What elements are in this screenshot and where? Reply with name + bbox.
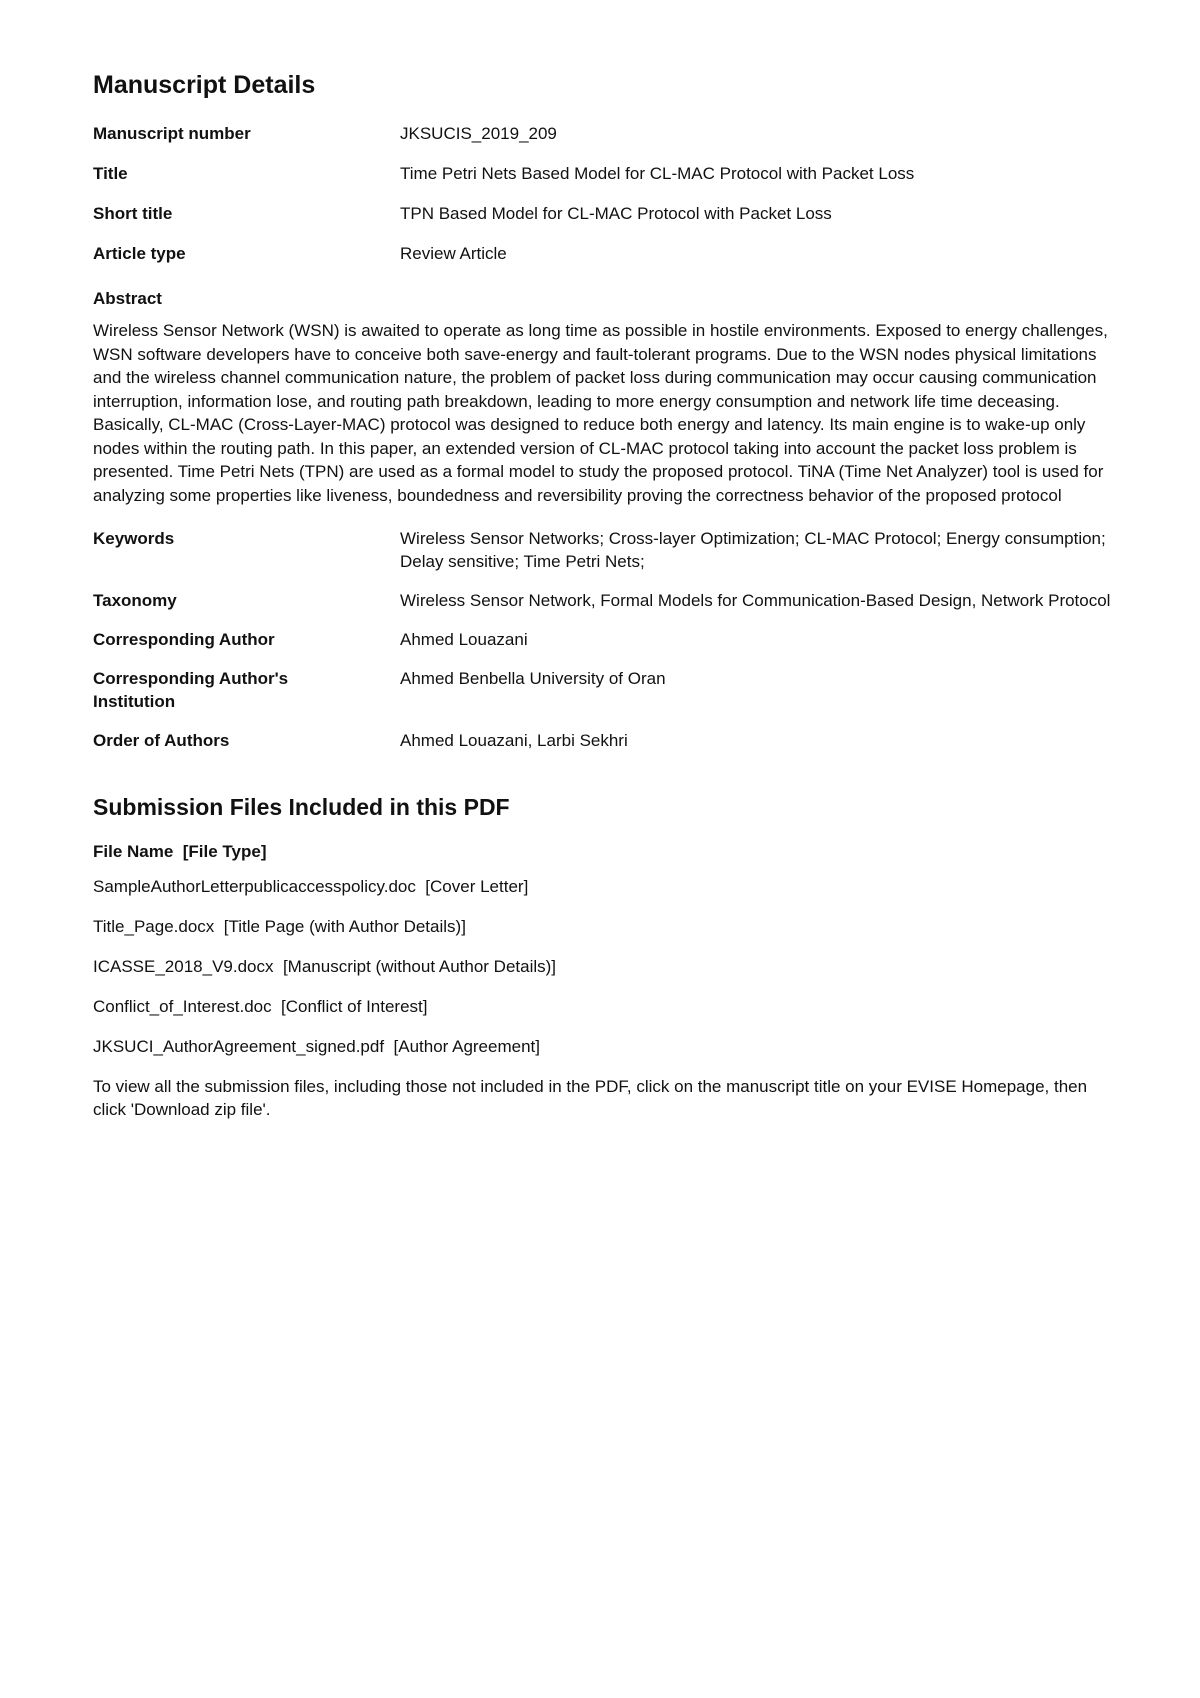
field-order-of-authors (93, 729, 1123, 752)
field-article-type (93, 242, 1123, 265)
field-manuscript-number (93, 122, 1123, 145)
field-institution (93, 667, 1123, 713)
field-label: Manuscript number (93, 124, 251, 143)
abstract-label: Abstract (93, 289, 162, 308)
field-value: TPN Based Model for CL-MAC Protocol with Packet Loss (400, 204, 832, 223)
file-item: JKSUCI_AuthorAgreement_signed.pdf [Author Agreement] (93, 1036, 540, 1056)
field-label: Corresponding Author's Institution (93, 669, 289, 711)
details-list (93, 122, 1123, 265)
field-label: Article type (93, 244, 186, 263)
field-value: Ahmed Louazani, Larbi Sekhri (400, 731, 628, 750)
field-value: Ahmed Benbella University of Oran (400, 669, 666, 688)
field-title (93, 162, 1123, 185)
field-value: Ahmed Louazani (400, 630, 528, 649)
file-item: Conflict_of_Interest.doc [Conflict of Interest] (93, 996, 428, 1016)
field-keywords (93, 527, 1123, 573)
file-item: Title_Page.docx [Title Page (with Author Details)] (93, 916, 466, 936)
abstract-text: Wireless Sensor Network (WSN) is awaited to operate as long time as possible in hostile environments. Exposed to energy challenges, WSN software developers have to conceive both save-energy and fault-tolerant programs. Due to the WSN nodes physical limitations and the wireless channel communication nature, the problem of packet loss during communication may occur causing communication interruption, information lose, and routing path breakdown, leading to more energy consumption and network life time deceasing. Basically, CL-MAC (Cross-Layer-MAC) protocol was designed to reduce both energy and latency. Its main engine is to wake-up only nodes within the routing path. In this paper, an extended version of CL-MAC protocol taking into account the packet loss problem is presented. Time Petri Nets (TPN) are used as a formal model to study the proposed protocol. TiNA (Time Net Analyzer) tool is used for analyzing some properties like liveness, boundedness and reversibility proving the correctness behavior of the proposed protocol (93, 321, 1108, 505)
field-label: Order of Authors (93, 731, 230, 750)
field-label: Keywords (93, 529, 175, 548)
field-short-title (93, 202, 1123, 225)
file-item: ICASSE_2018_V9.docx [Manuscript (without Author Details)] (93, 956, 557, 976)
field-taxonomy (93, 589, 1123, 612)
field-label: Corresponding Author (93, 630, 275, 649)
field-value: Time Petri Nets Based Model for CL-MAC Protocol with Packet Loss (400, 164, 915, 183)
field-label: Taxonomy (93, 591, 177, 610)
field-label: Short title (93, 204, 173, 223)
file-item: SampleAuthorLetterpublicaccesspolicy.doc [Cover Letter] (93, 876, 529, 896)
submission-files-heading: Submission Files Included in this PDF (93, 794, 510, 820)
file-column-label: File Name [File Type] (93, 841, 267, 861)
field-value: Wireless Sensor Network, Formal Models for Communication-Based Design, Network Protocol (400, 591, 1111, 610)
field-corresponding-author (93, 628, 1123, 651)
field-value: Review Article (400, 244, 507, 263)
manuscript-details-heading: Manuscript Details (93, 71, 316, 99)
download-note: To view all the submission files, including those not included in the PDF, click on the manuscript title on your EVISE Homepage, then click 'Download zip file'. (93, 1076, 1088, 1120)
document-page (93, 70, 1123, 1122)
field-value: Wireless Sensor Networks; Cross-layer Optimization; CL-MAC Protocol; Energy consumption; Delay sensitive; Time Petri Nets; (400, 529, 1106, 571)
field-label: Title (93, 164, 128, 183)
more-details-list (93, 527, 1123, 752)
field-value: JKSUCIS_2019_209 (400, 124, 557, 143)
